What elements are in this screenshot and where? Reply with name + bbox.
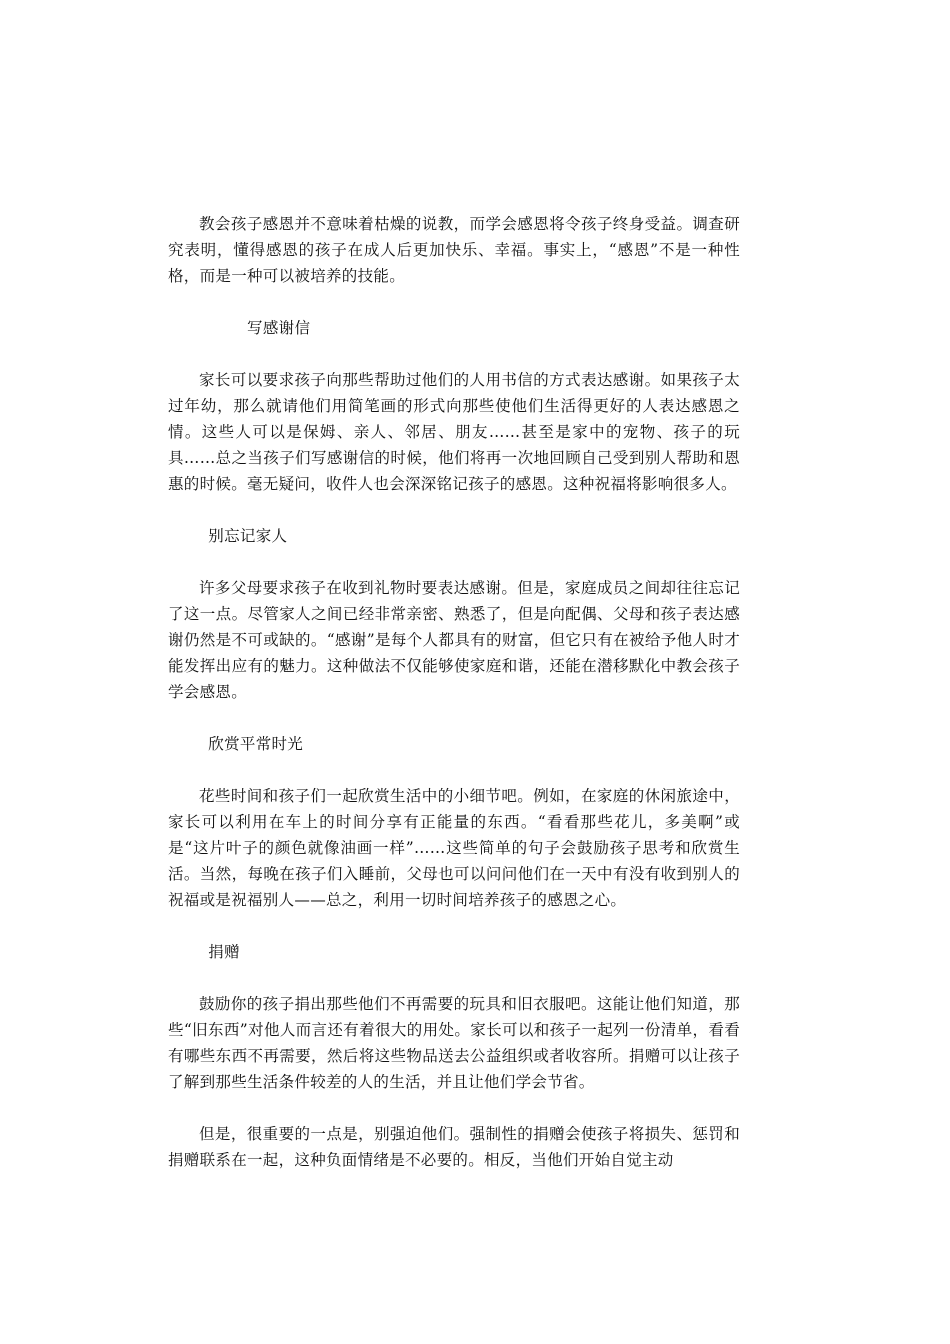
spacer (168, 549, 740, 575)
spacer (168, 757, 740, 783)
spacer (168, 1095, 740, 1121)
section-heading-family: 别忘记家人 (208, 527, 288, 545)
document-body (168, 211, 740, 1173)
spacer (168, 497, 740, 523)
section-paragraph: 家长可以要求孩子向那些帮助过他们的人用书信的方式表达感谢。如果孩子太过年幼，那么就请他们用简笔画的形式向那些使他们生活得更好的人表达感恩之情。这些人可以是保姆、亲人、邻居、朋友……甚至是家中的宠物、孩子的玩具……总之当孩子们写感谢信的时候，他们将再一次地回顾自己受到别人帮助和恩惠的时候。毫无疑问，收件人也会深深铭记孩子的感恩。这种祝福将影响很多人。 (168, 371, 740, 493)
spacer (168, 705, 740, 731)
spacer (168, 965, 740, 991)
spacer (168, 289, 740, 315)
section-paragraph: 但是，很重要的一点是，别强迫他们。强制性的捐赠会使孩子将损失、惩罚和捐赠联系在一起，这种负面情绪是不必要的。相反，当他们开始自觉主动 (168, 1125, 740, 1169)
section-heading-thank-you-letter: 写感谢信 (247, 319, 311, 337)
section-heading-donation: 捐赠 (208, 943, 240, 961)
section-heading-ordinary-moments: 欣赏平常时光 (208, 735, 304, 753)
section-paragraph: 鼓励你的孩子捐出那些他们不再需要的玩具和旧衣服吧。这能让他们知道，那些“旧东西”对他人而言还有着很大的用处。家长可以和孩子一起列一份清单，看看有哪些东西不再需要，然后将这些物品送去公益组织或者收容所。捐赠可以让孩子了解到那些生活条件较差的人的生活，并且让他们学会节省。 (168, 995, 740, 1091)
intro-paragraph: 教会孩子感恩并不意味着枯燥的说教，而学会感恩将令孩子终身受益。调查研究表明，懂得感恩的孩子在成人后更加快乐、幸福。事实上，“感恩”不是一种性格，而是一种可以被培养的技能。 (168, 215, 740, 285)
section-paragraph: 花些时间和孩子们一起欣赏生活中的小细节吧。例如，在家庭的休闲旅途中，家长可以利用在车上的时间分享有正能量的东西。“看看那些花儿，多美啊”或是“这片叶子的颜色就像油画一样”……这些简单的句子会鼓励孩子思考和欣赏生活。当然，每晚在孩子们入睡前，父母也可以问问他们在一天中有没有收到别人的祝福或是祝福别人——总之，利用一切时间培养孩子的感恩之心。 (168, 787, 740, 909)
section-paragraph: 许多父母要求孩子在收到礼物时要表达感谢。但是，家庭成员之间却往往忘记了这一点。尽管家人之间已经非常亲密、熟悉了，但是向配偶、父母和孩子表达感谢仍然是不可或缺的。“感谢”是每个人都具有的财富，但它只有在被给予他人时才能发挥出应有的魅力。这种做法不仅能够使家庭和谐，还能在潜移默化中教会孩子学会感恩。 (168, 579, 740, 701)
spacer (168, 341, 740, 367)
spacer (168, 913, 740, 939)
